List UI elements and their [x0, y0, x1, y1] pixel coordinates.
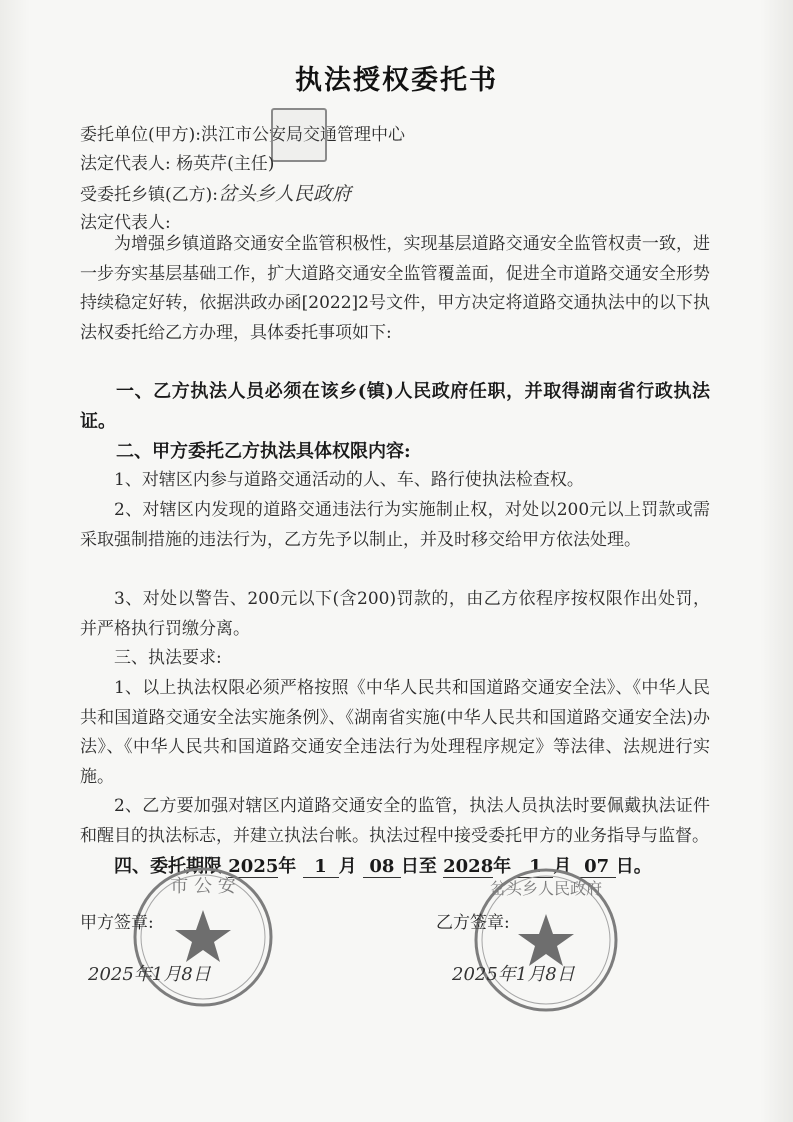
section1-paragraph: 一、乙方执法人员必须在该乡(镇)人民政府任职，并取得湖南省行政执法证。 [80, 381, 710, 432]
legal-rep-a-line [80, 149, 274, 174]
item-3-1: 1、以上执法权限必须严格按照《中华人民共和国道路交通安全法》、《中华人民共和国道路交通安全法实施条例》、《湖南省实施(中华人民共和国道路交通安全法)办法》、《中华人民共和国道路交通安全违法行为处理程序规定》等法律、法规进行实施。 [80, 678, 710, 787]
date-a: 2025年1月8日 [88, 964, 211, 985]
sign-b-label: 乙方签章: [436, 913, 510, 933]
small-stamp-image [271, 108, 327, 162]
sign-a-label: 甲方签章: [80, 913, 154, 933]
start-day: 08 [363, 856, 401, 878]
end-year: 2028 [443, 856, 494, 877]
seal-a-image [128, 862, 278, 1012]
legal-rep-a-name: 杨英芹 [176, 154, 228, 174]
end-day: 07 [578, 856, 616, 878]
party-b-line [80, 179, 351, 206]
item-2-1: 1、对辖区内参与道路交通活动的人、车、路行使执法检查权。 [114, 470, 584, 490]
legal-rep-a-label: 法定代表人: [80, 154, 171, 174]
seal-b-image [468, 862, 624, 1018]
svg-text:市 公 安: 市 公 安 [170, 876, 236, 897]
to-word: 至 [418, 856, 437, 877]
unit-day-2: 日 [615, 856, 634, 877]
end-month: 1 [517, 856, 553, 878]
unit-day-1: 日 [400, 856, 419, 877]
section3-heading: 三、执法要求: [114, 648, 222, 668]
party-b-handwritten: 岔头乡人民政府 [218, 183, 352, 205]
svg-text:岔头乡人民政府: 岔头乡人民政府 [489, 879, 603, 898]
unit-year-1: 年 [278, 856, 297, 877]
party-a-line: 委托单位(甲方):洪江市公安局交通管理中心 [80, 125, 405, 145]
date-b: 2025年1月8日 [452, 964, 575, 985]
item-2-3: 3、对处以警告、200元以下(含200)罚款的，由乙方依程序按权限作出处罚，并严格执行罚缴分离。 [80, 589, 710, 639]
section2-heading: 二、甲方委托乙方执法具体权限内容: [116, 441, 411, 462]
item-2-2: 2、对辖区内发现的道路交通违法行为实施制止权，对处以200元以上罚款或需采取强制措施的违法行为，乙方先予以制止，并及时移交给甲方依法处理。 [80, 500, 710, 550]
unit-month-2: 月 [553, 856, 572, 877]
intro-paragraph: 为增强乡镇道路交通安全监管积极性，实现基层道路交通安全监管权责一致，进一步夯实基层基础工作，扩大道路交通安全监管覆盖面，促进全市道路交通安全形势持续稳定好转，依据洪政办函[2022]2号文件，甲方决定将道路交通执法中的以下执法权委托给乙方办理，具体委托事项如下: [80, 234, 710, 343]
unit-month-1: 月 [338, 856, 357, 877]
item-3-2: 2、乙方要加强对辖区内道路交通安全的监管，执法人员执法时要佩戴执法证件和醒目的执法标志，并建立执法台帐。执法过程中接受委托甲方的业务指导与监督。 [80, 796, 710, 846]
period-end: 。 [633, 856, 652, 877]
legal-rep-a-title: (主任) [227, 154, 275, 174]
unit-year-2: 年 [493, 856, 512, 877]
party-b-label: 受委托乡镇(乙方): [80, 185, 218, 205]
legal-rep-b-line: 法定代表人: [80, 213, 171, 233]
period-prefix: 四、委托期限 [114, 856, 222, 877]
document-title: 执法授权委托书 [295, 65, 498, 96]
start-month: 1 [303, 856, 339, 878]
start-year: 2025 [228, 856, 279, 877]
